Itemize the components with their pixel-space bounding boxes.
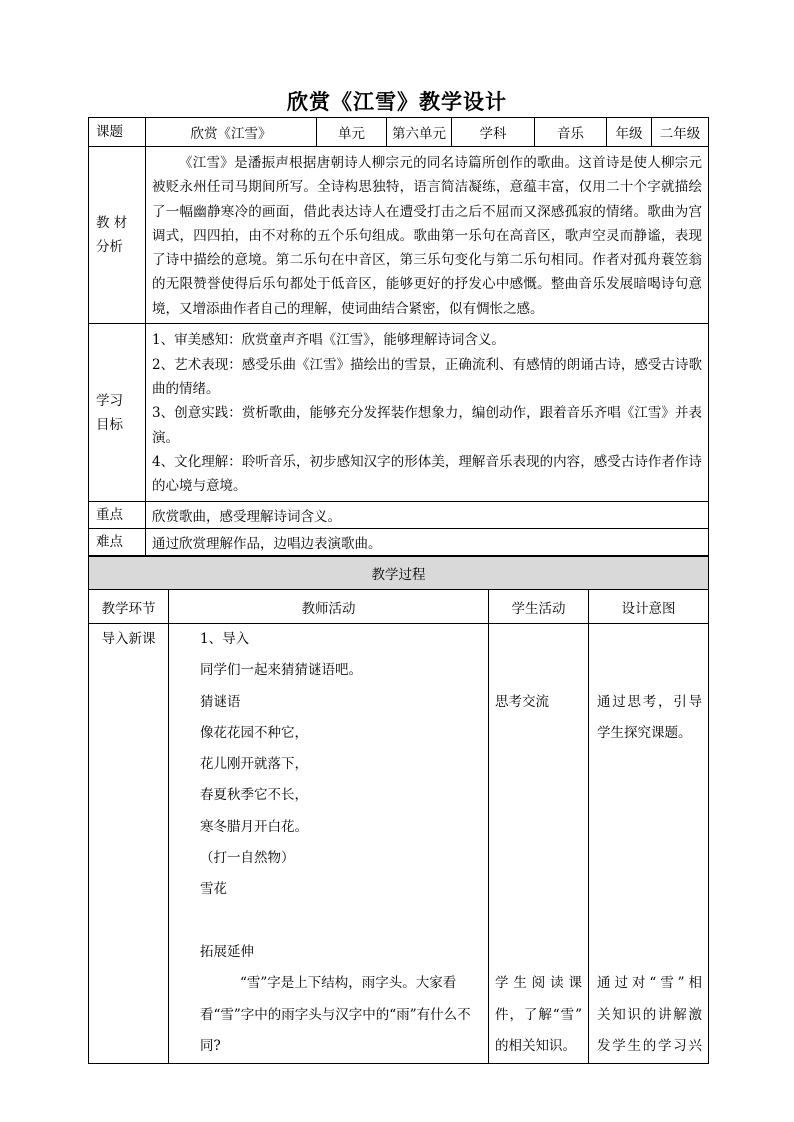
student-activity-cell bbox=[489, 624, 589, 1064]
key-point-text: 欣赏歌曲，感受理解诗词含义。 bbox=[146, 502, 709, 529]
topic-label: 课题 bbox=[89, 118, 146, 147]
col-intent-header: 设计意图 bbox=[589, 590, 709, 624]
student-line: 件，了解“雪” bbox=[495, 1006, 582, 1023]
process-row bbox=[89, 624, 709, 1064]
grade-value: 二年级 bbox=[652, 118, 709, 147]
goals-list bbox=[146, 324, 709, 502]
unit-label: 单元 bbox=[317, 118, 387, 147]
stage-name: 导入新课 bbox=[101, 631, 156, 647]
col-stage-header: 教学环节 bbox=[89, 590, 169, 624]
difficulty-text: 通过欣赏理解作品，边唱边表演歌曲。 bbox=[146, 529, 709, 556]
student-line: 思考交流 bbox=[495, 693, 549, 710]
teacher-line: 花儿刚开就落下， bbox=[200, 756, 308, 773]
student-line: 的相关知识。 bbox=[495, 1037, 576, 1054]
topic-value: 欣赏《江雪》 bbox=[146, 118, 317, 147]
analysis-text: 《江雪》是潘振声根据唐朝诗人柳宗元的同名诗篇所创作的歌曲。这首诗是使人柳宗元被贬永州任司马期间所写。全诗构思独特，语言简洁凝练，意蕴丰富，仅用二十个字就描绘了一幅幽静寒冷的画面，借此表达诗人在遭受打击之后不屈而又深感孤寂的情绪。歌曲为宫调式，四四拍，由不对称的五个乐句组成。歌曲第一乐句在高音区，歌声空灵而静谧，表现了诗中描绘的意境。第二乐句在中音区，第三乐句变化与第二乐句相同。作者对孤舟蓑笠翁的无限赞誉使得后乐句都处于低音区，能够更好的抒发心中感慨。整曲音乐发展暗喝诗句意境，又增添曲作者自己的理解，使词曲结合紧密，似有惆怅之感。 bbox=[146, 147, 709, 324]
teaching-process-table bbox=[88, 556, 709, 1064]
key-point-label: 重点 bbox=[89, 502, 146, 529]
difficulty-label: 难点 bbox=[89, 529, 146, 556]
document-title: 欣赏《江雪》教学设计 bbox=[287, 89, 507, 114]
subject-label: 学科 bbox=[452, 118, 535, 147]
teacher-line: 同学们一起来猜猜谜语吧。 bbox=[200, 662, 362, 679]
goal-item: 2、艺术表现：感受乐曲《江雪》描绘出的雪景，正确流利、有感情的朗诵古诗，感受古诗歌曲的情绪。 bbox=[152, 356, 702, 398]
design-intent-cell bbox=[589, 624, 709, 1064]
teacher-line: 春夏秋季它不长， bbox=[200, 787, 308, 804]
intent-line: 学生探究课题。 bbox=[597, 724, 692, 741]
teacher-line: 寒冬腊月开白花。 bbox=[200, 818, 308, 835]
col-student-header: 学生活动 bbox=[489, 590, 589, 624]
process-header-row bbox=[89, 557, 709, 590]
intent-line: 发学生的学习兴 bbox=[597, 1037, 702, 1054]
analysis-label bbox=[89, 147, 146, 324]
intent-line: 通过对“雪”相 bbox=[597, 975, 702, 992]
lesson-info-table bbox=[88, 117, 709, 556]
teacher-line bbox=[200, 906, 482, 937]
col-teacher-header: 教师活动 bbox=[169, 590, 489, 624]
goals-label-line-1: 学习 bbox=[96, 392, 123, 409]
teacher-line: 看“雪”字中的雨字头与汉字中的“雨”有什么不 bbox=[200, 1006, 471, 1023]
stage-cell bbox=[89, 624, 169, 1064]
goals-row bbox=[89, 324, 709, 502]
teacher-line: （打一自然物） bbox=[200, 850, 295, 867]
goal-item: 1、审美感知：欣赏童声齐唱《江雪》，能够理解诗词含义。 bbox=[152, 332, 505, 349]
teacher-line: 同? bbox=[200, 1037, 221, 1054]
difficulty-row bbox=[89, 529, 709, 556]
goal-item: 3、创意实践：赏析歌曲，能够充分发挥装作想象力，编创动作，跟着音乐齐唱《江雪》并表演。 bbox=[152, 405, 702, 446]
analysis-label-line-2: 分析 bbox=[96, 239, 123, 255]
grade-label: 年级 bbox=[607, 118, 652, 147]
analysis-label-line-1: 教 材 bbox=[96, 215, 128, 231]
student-line: 学生阅读课 bbox=[495, 975, 582, 992]
subject-value: 音乐 bbox=[535, 118, 607, 147]
info-row bbox=[89, 118, 709, 147]
process-header: 教学过程 bbox=[89, 557, 709, 590]
teacher-line: 猜谜语 bbox=[200, 693, 241, 710]
intent-line: 关知识的讲解激 bbox=[597, 1006, 702, 1023]
goals-label bbox=[89, 324, 146, 502]
teacher-line: 像花花园不种它， bbox=[200, 724, 308, 741]
teacher-line: 雪花 bbox=[200, 881, 227, 898]
teacher-line: 1、导入 bbox=[200, 631, 250, 647]
analysis-row bbox=[89, 147, 709, 324]
unit-value: 第六单元 bbox=[387, 118, 452, 147]
teacher-line: 拓展延伸 bbox=[200, 943, 254, 960]
intent-line: 通过思考，引导 bbox=[597, 693, 702, 710]
column-header-row bbox=[89, 590, 709, 624]
teacher-activity-cell bbox=[169, 624, 489, 1064]
key-point-row bbox=[89, 502, 709, 529]
goals-label-line-2: 目标 bbox=[96, 416, 123, 433]
goal-item: 4、文化理解：聆听音乐，初步感知汉字的形体美，理解音乐表现的内容，感受古诗作者作诗的心境与意境。 bbox=[152, 453, 702, 495]
teacher-line: “雪”字是上下结构，雨字头。大家看 bbox=[240, 975, 457, 992]
